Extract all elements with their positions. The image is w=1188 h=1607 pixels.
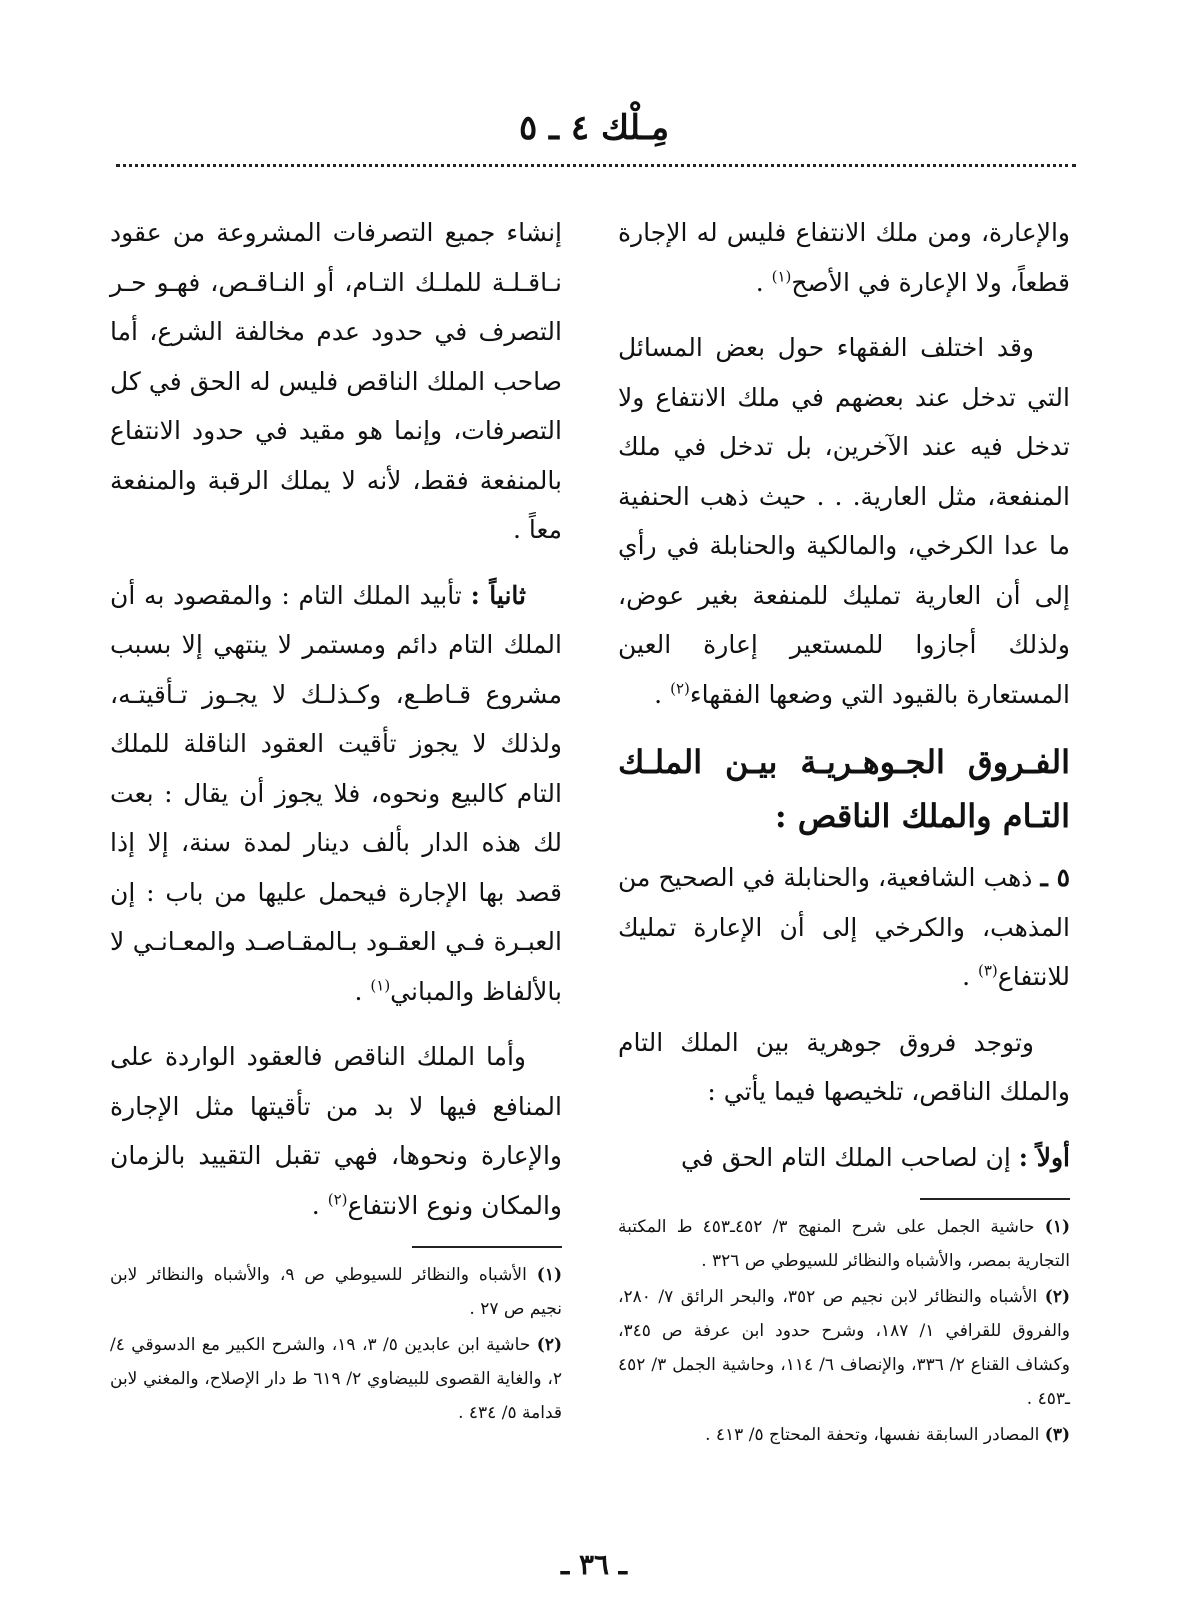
paragraph-tail: .	[962, 962, 978, 991]
paragraph-text: والإعارة، ومن ملك الانتفاع فليس له الإجارة قطعاً، ولا الإعارة في الأصح	[618, 218, 1070, 297]
first-point-label: أولاً :	[1018, 1142, 1070, 1172]
page-number: ـ ٣٦ ـ	[561, 1548, 627, 1581]
footnote-divider	[412, 1246, 562, 1248]
paragraph-text: ذهب الشافعية، والحنابلة في الصحيح من المذهب، والكرخي إلى أن الإعارة تمليك للانتفاع	[618, 863, 1070, 991]
footnote-number: (١)	[1044, 1217, 1071, 1237]
footnote-ref: (٢)	[327, 1190, 348, 1209]
paragraph-right-first	[618, 1133, 1070, 1183]
paragraph-tail: .	[755, 267, 772, 297]
footnote	[618, 1418, 1070, 1452]
paragraph-right-5	[618, 853, 1070, 1002]
paragraph-right-differences: وتوجد فروق جوهرية بين الملك التام والملك الناقص، تلخيصها فيما يأتي :	[618, 1027, 1070, 1106]
footnote	[110, 1328, 562, 1430]
footnote-text: الأشباه والنظائر للسيوطي ص ٩، والأشباه والنظائر لابن نجيم ص ٢٧ .	[110, 1265, 562, 1319]
paragraph-text: إن لصاحب الملك التام الحق في	[680, 1142, 1019, 1172]
footnote-text: المصادر السابقة نفسها، وتحفة المحتاج ٥/ ٤١٣ .	[705, 1425, 1040, 1445]
footnote-ref: (١)	[370, 976, 391, 995]
paragraph-right-2	[618, 323, 1070, 719]
footnote	[618, 1280, 1070, 1416]
paragraph-text: تأبيد الملك التام : والمقصود به أن الملك التام دائم ومستمر لا ينتهي إلا بسبب مشروع قـاطـع، وكـذلـك لا يجـوز تـأقيتـه، ولذلك لا يجوز تأقيت العقود الناقلة للملك التام كالبيع ونحوه، فلا يجوز أن يقال : بعت لك هذه الدار بألف دينار لمدة سنة، إلا إذا قصد بها الإجارة فيحمل عليها من باب : إن العبـرة فـي العقـود بـالمقـاصـد والمعـانـي لا بالألفاظ والمباني	[110, 580, 562, 1006]
footnotes-right	[618, 1210, 1070, 1452]
paragraph-tail: .	[354, 976, 371, 1006]
footnote	[110, 1258, 562, 1326]
footnote-number: (٢)	[1044, 1287, 1070, 1307]
footnote-number: (٢)	[536, 1335, 563, 1355]
paragraph-right-1	[618, 208, 1070, 307]
right-column	[618, 208, 1070, 1454]
page-title: مِـلْك ٤ ـ ٥	[518, 108, 670, 148]
paragraph-text: وقد اختلف الفقهاء حول بعض المسائل التي تدخل عند بعضهم في ملك الانتفاع ولا تدخل فيه عند الآخرين، بل تدخل في ملك المنفعة، مثل العارية. . . حيث ذهب الحنفية ما عدا الكرخي، والمالكية والحنابلة في رأي إلى أن العارية تمليك للمنفعة بغير عوض، ولذلك أجازوا للمستعير إعارة العين المستعارة بالقيود التي وضعها الفقهاء	[618, 333, 1070, 709]
paragraph-tail: .	[654, 679, 671, 709]
footnote	[618, 1210, 1070, 1278]
footnote-ref: (٣)	[978, 961, 998, 980]
left-column	[110, 208, 562, 1432]
paragraph-text: وأما الملك الناقص فالعقود الواردة على المنافع فيها لا بد من تأقيتها مثل الإجارة والإعارة ونحوها، فهي تقبل التقييد بالزمان والمكان ونوع الانتفاع	[110, 1042, 562, 1220]
paragraph-left-second	[110, 571, 562, 1017]
footnote-number: (١)	[536, 1265, 562, 1285]
footnote-divider	[920, 1198, 1070, 1200]
footnote-text: الأشباه والنظائر لابن نجيم ص ٣٥٢، والبحر الرائق ٧/ ٢٨٠، والفروق للقرافي ١/ ١٨٧، وشرح حدود ابن عرفة ص ٣٤٥، وكشاف القناع ٢/ ٣٣٦، والإنصاف ٦/ ١١٤، وحاشية الجمل ٣/ ٤٥٢ ـ٤٥٣ .	[618, 1287, 1070, 1409]
footnote-text: حاشية ابن عابدين ٥/ ٣، ١٩، والشرح الكبير مع الدسوقي ٤/ ٢، والغاية القصوى للبيضاوي ٢/ ٦١٩ ط دار الإصلاح، والمغني لابن قدامة ٥/ ٤٣٤ .	[110, 1335, 563, 1423]
footnote-number: (٣)	[1044, 1425, 1070, 1445]
footnote-ref: (١)	[771, 267, 792, 286]
paragraph-number: ٥ ـ	[1040, 863, 1070, 892]
paragraph-tail: .	[311, 1190, 328, 1220]
section-heading: الفـروق الجـوهـريـة بيـن الملـك التـام والملك الناقص :	[618, 743, 1070, 835]
header-dotted-divider	[116, 164, 1076, 167]
footnote-ref: (٢)	[670, 679, 690, 698]
footnote-text: حاشية الجمل على شرح المنهج ٣/ ٤٥٢ـ٤٥٣ ط المكتبة التجارية بمصر، والأشباه والنظائر للسيوطي ص ٣٢٦ .	[618, 1217, 1070, 1271]
second-point-label: ثانياً :	[470, 580, 526, 610]
footnotes-left	[110, 1258, 562, 1430]
paragraph-left-3	[110, 1032, 562, 1230]
paragraph-left-1: إنشاء جميع التصرفات المشروعة من عقود نـاقـلـة للملـك التـام، أو النـاقـص، فهـو حـر التصرف في حدود عدم مخالفة الشرع، أما صاحب الملك الناقص فليس له الحق في كل التصرفات، وإنما هو مقيد في حدود الانتفاع بالمنفعة فقط، لأنه لا يملك الرقبة والمنفعة معاً .	[110, 218, 562, 544]
